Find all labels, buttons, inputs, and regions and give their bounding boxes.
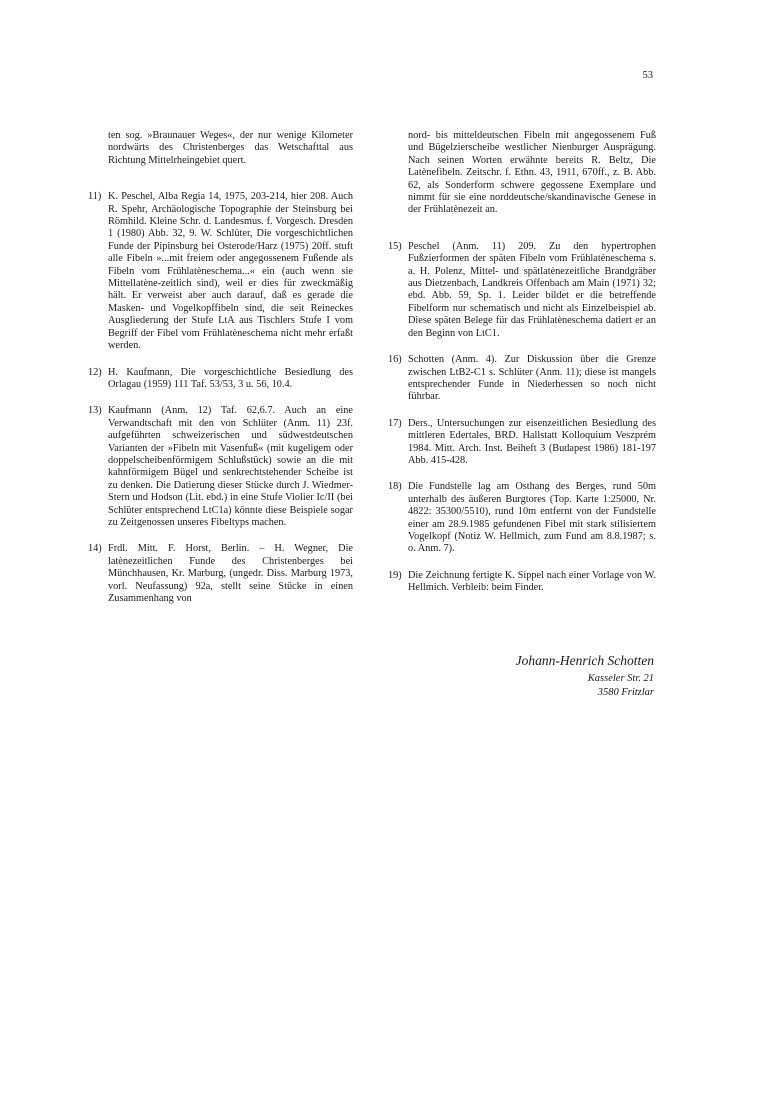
page-number: 53 xyxy=(642,70,653,81)
footnote-text: K. Peschel, Alba Regia 14, 1975, 203-214, hier 208. Auch R. Spehr, Archäologische Topographie der Steinsburg bei Römhild. Kleine Schr. d. Landesmus. f. Vorgesch. Dresden 1 (1980) Abb. 32, 9. W. Schlüter, Die vorgeschichtlichen Funde der Pipinsburg bei Osterode/Harz (1975) 20ff. stuft alle Fibeln »...mit freiem oder angegossenem Fußende als Fibeln vom Frühlatèneschema...« ein (auch wenn sie Mittellatène-zeitlich sind), weil er dies für zweckmäßig hält. Er verweist aber auch darauf, daß es gerade die Masken- und Vogelkopffibeln sind, die seit Reineckes Ausgliederung der Stufe LtA aus Tischlers Stufe I vom Begriff der Fibel vom Frühlatèneschema nicht mehr erfaßt werden. xyxy=(108,191,353,352)
footnote-text: Peschel (Anm. 11) 209. Zu den hypertrophen Fußzierformen der späten Fibeln vom Frühlatèneschema s. a. H. Polenz, Mittel- und spätlatènezeitliche Brandgräber aus Dietzenbach, Landkreis Offenbach am Main (1971) 32; ebd. Abb. 59, Sp. 1. Leider bildet er die betreffende Fibelform nur schematisch und nicht als Einzelbeispiel ab. Diese späten Belege für das Frühlatèneschema datiert er an den Beginn von LtC1. xyxy=(408,240,656,339)
footnote-15 xyxy=(388,241,656,340)
footnote-text: Kaufmann (Anm. 12) Taf. 62,6.7. Auch an eine Verwandtschaft mit den von Schlüter (Anm. 11) 23f. aufgeführten schweizerischen und südwestdeutschen Varianten der »Fibeln mit Vasenfuß« (mit kugeligem oder doppelscheibenförmigem Schlußstück) sowie an die mit kahnförmigem Bügel und senkrechtstehender Scheibe ist zu denken. Die Datierung dieser Stücke durch J. Wiedmer-Stern und Hodson (Lit. ebd.) in eine Stufe Violier Ic/II (bei Schlüter entsprechend LtC1a) könnte diese Beispiele sogar zu Zeitgenossen unseres Fibeltyps machen. xyxy=(108,405,353,528)
footnote-text: Frdl. Mitt. F. Horst, Berlin. – H. Wegner, Die latènezeitlichen Funde des Christenberges bei Münchhausen, Kr. Marburg, (ungedr. Diss. Marburg 1973, vorl. Neufassung) 92a, stellt seine Stücke in einen Zusammenhang von xyxy=(108,543,353,604)
footnote-text: H. Kaufmann, Die vorgeschichtliche Besiedlung des Orlagau (1959) 111 Taf. 53/53, 3 u. 56, 10.4. xyxy=(108,366,353,390)
author-street: Kasseler Str. 21 xyxy=(587,673,654,684)
right-column xyxy=(388,130,656,609)
footnote-number: 15) xyxy=(388,240,402,252)
footnote-13 xyxy=(88,405,353,529)
footnote-number: 17) xyxy=(388,417,402,429)
footnote-text: Die Fundstelle lag am Osthang des Berges, rund 50m unterhalb des äußeren Burgtores (Top. Karte 1:25000, Nr. 4822: 35300/5510), rund 10m entfernt von der Fundstelle einer am 28.9.1985 gefundenen Fibel mit stark stilisiertem Vogelkopf (Notiz W. Hellmich, zum Fund am 8.8.1987; s. o. Anm. 7). xyxy=(408,481,656,555)
footnote-14 xyxy=(88,543,353,605)
author-name: Johann-Henrich Schotten xyxy=(515,653,654,668)
footnote-11 xyxy=(88,191,353,352)
footnote-text: Die Zeichnung fertigte K. Sippel nach einer Vorlage von W. Hellmich. Verbleib: beim Finder. xyxy=(408,569,656,594)
footnote-number: 18) xyxy=(388,481,402,493)
footnote-18 xyxy=(388,481,656,555)
footnote-number: 16) xyxy=(388,354,402,366)
footnote-text: Schotten (Anm. 4). Zur Diskussion über die Grenze zwischen LtB2-C1 s. Schlüter (Anm. 11); diese ist mangels entsprechender Funde in Niederhessen so noch nicht führbar. xyxy=(408,354,656,403)
left-column xyxy=(88,130,353,619)
footnote-16 xyxy=(388,354,656,404)
footnote-number: 14) xyxy=(88,543,102,555)
footnote-number: 11) xyxy=(88,191,102,203)
right-continuation-text: nord- bis mitteldeutschen Fibeln mit angegossenem Fuß und Bügelzierscheibe westlicher Nienburger Ausprägung. Nach seinen Worten erwähnte bereits R. Beltz, Die Latènefibeln. Zeitschr. f. Ethn. 43, 1911, 670ff., z. B. Abb. 62, als Sonderform schwere gegossene Exemplare und nimmt für sie eine norddeutsche/skandinavische Genese in der Frühlatènezeit an. xyxy=(408,130,656,216)
author-signature xyxy=(516,653,654,700)
footnote-number: 13) xyxy=(88,405,102,417)
footnote-12 xyxy=(88,367,353,392)
footnote-17 xyxy=(388,418,656,468)
footnote-number: 12) xyxy=(88,366,102,378)
footnote-number: 19) xyxy=(388,569,402,581)
author-city: 3580 Fritzlar xyxy=(597,687,654,698)
footnote-19 xyxy=(388,570,656,595)
left-continuation-text: ten sog. »Braunauer Weges«, der nur wenige Kilometer nordwärts des Christenberges das Wetschafttal aus Richtung Mittelrheingebiet quert. xyxy=(108,130,353,166)
footnote-text: Ders., Untersuchungen zur eisenzeitlichen Besiedlung des mittleren Edertales, BRD. Hallstatt Kolloquium Veszprém 1984. Mitt. Arch. Inst. Beiheft 3 (Budapest 1986) 181-197 Abb. 415-428. xyxy=(408,417,656,466)
